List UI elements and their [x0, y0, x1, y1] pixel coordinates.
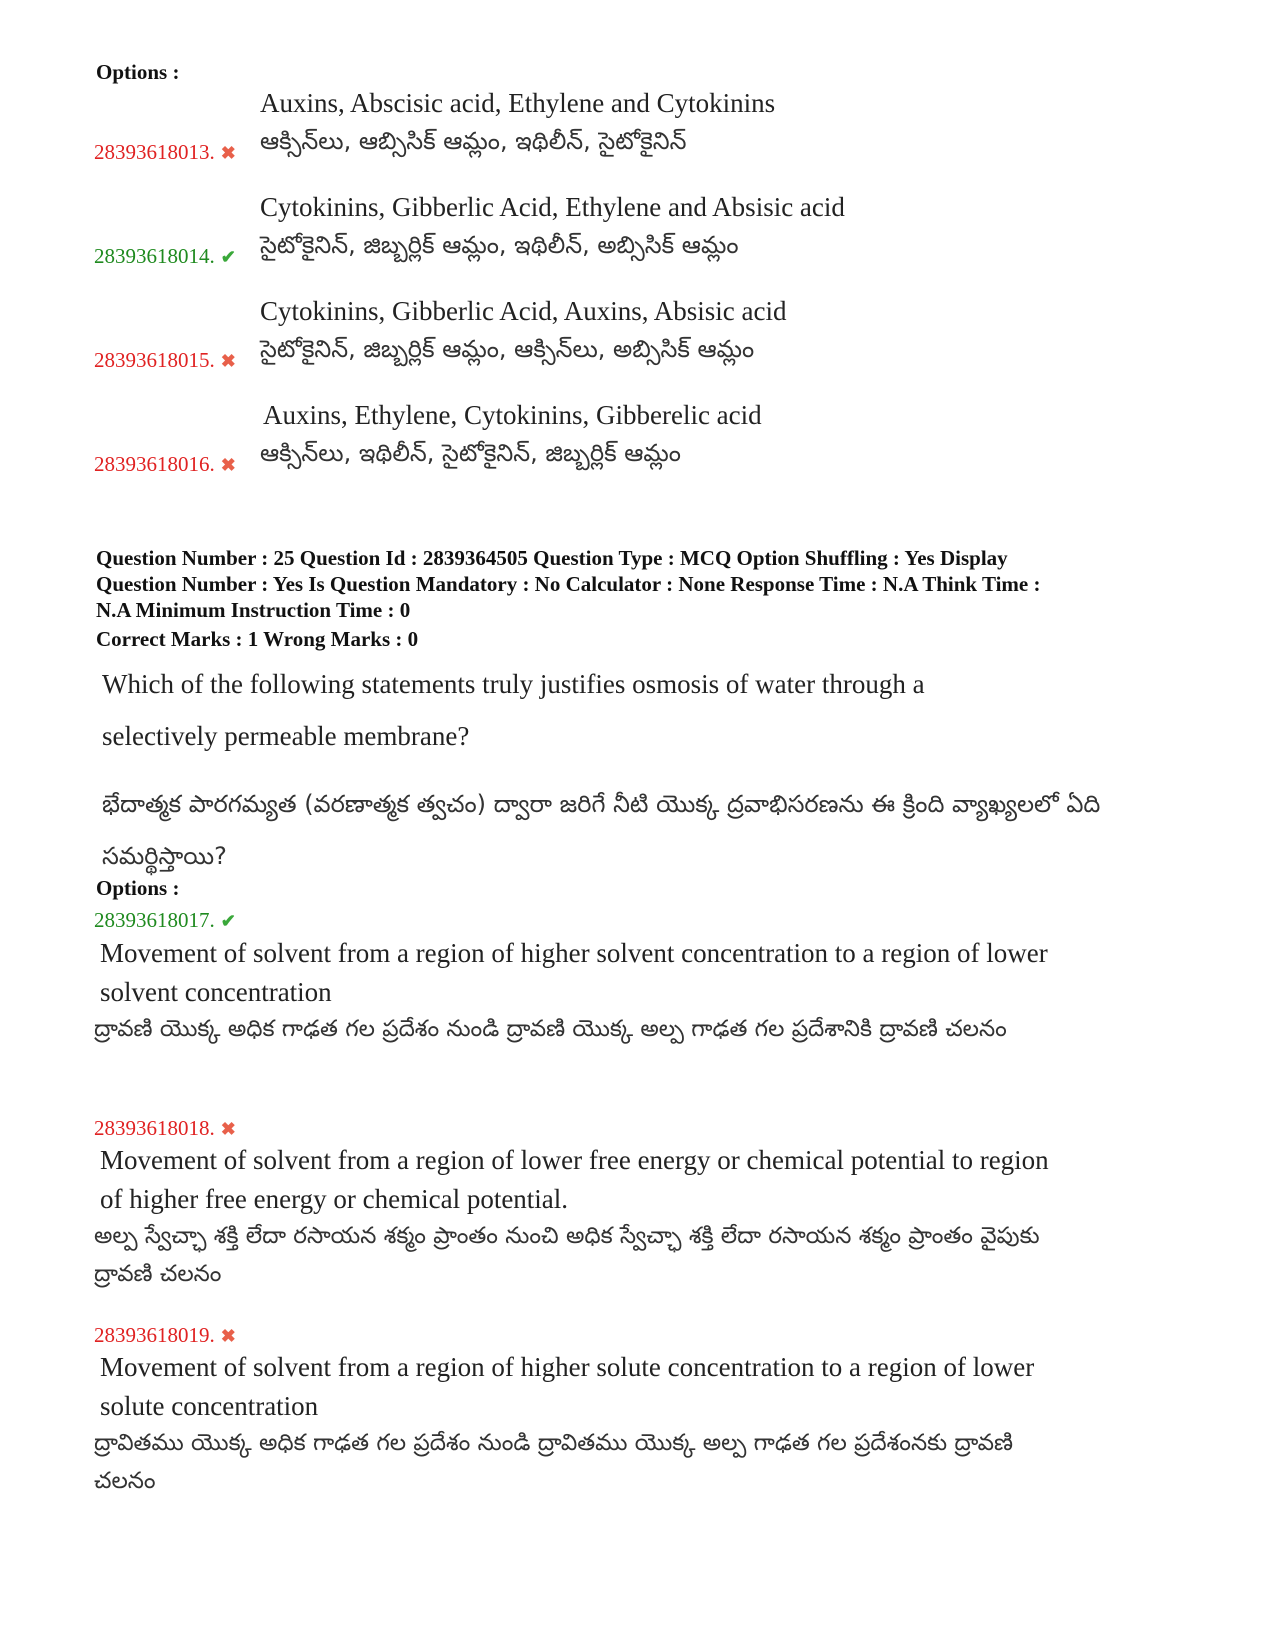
option-text-te: ద్రావణి యొక్క అధిక గాఢత గల ప్రదేశం నుండి ద్రావణి యొక్క అల్ప గాఢత గల ప్రదేశానికి ద్రావణి చలనం — [94, 1016, 1007, 1042]
question-meta-line: N.A Minimum Instruction Time : 0 — [96, 598, 411, 622]
option-text-te: ఆక్సిన్‌లు, ఇథిలీన్, సైటోకైనిన్, జిబ్బర్లిక్ ఆమ్లం — [260, 439, 681, 467]
option-id-text: 28393618013. — [94, 140, 215, 164]
option-id — [94, 1323, 236, 1348]
option-text-te: సైటోకైనిన్, జిబ్బర్లిక్ ఆమ్లం, ఆక్సిన్‌లు, అబ్సిసిక్ ఆమ్లం — [260, 335, 755, 363]
option-id — [94, 908, 236, 933]
option-id-text: 28393618014. — [94, 244, 215, 268]
option-id-text: 28393618015. — [94, 348, 215, 372]
options-label: Options : — [96, 60, 180, 84]
wrong-icon: ✖ — [220, 1326, 236, 1346]
option-text-te: ద్రావితము యొక్క అధిక గాఢత గల ప్రదేశం నుండి ద్రావితము యొక్క అల్ప గాఢత గల ప్రదేశంనకు ద్రావణి చలనం — [94, 1430, 1013, 1494]
question-meta-line: Question Number : 25 Question Id : 2839364505 Question Type : MCQ Option Shuffling : Yes Display — [96, 546, 1008, 570]
wrong-icon: ✖ — [220, 455, 236, 475]
question-text-en: Which of the following statements truly justifies osmosis of water through a selectively permeable membrane? — [102, 669, 925, 751]
wrong-icon: ✖ — [220, 351, 236, 371]
option-id-text: 28393618017. — [94, 908, 215, 932]
question-marks: Correct Marks : 1 Wrong Marks : 0 — [96, 627, 419, 651]
option-id — [94, 1116, 236, 1141]
option-id — [94, 348, 236, 373]
option-id — [94, 140, 236, 165]
option-text-te: ఆక్సిన్‌లు, ఆబ్సిసిక్ ఆమ్లం, ఇథిలీన్, సైటోకైనిన్ — [260, 127, 687, 155]
check-icon: ✔ — [220, 911, 236, 931]
option-text-en: Auxins, Abscisic acid, Ethylene and Cytokinins — [260, 88, 776, 118]
options-label: Options : — [96, 876, 180, 900]
option-text-te: అల్ప స్వేచ్ఛా శక్తి లేదా రసాయన శక్మం ప్రాంతం నుంచి అధిక స్వేచ్ఛా శక్తి లేదా రసాయన శక్మం ప్రాంతం వైపుకు ద్రావణి చలనం — [94, 1223, 1040, 1287]
option-id — [94, 244, 236, 269]
option-id-text: 28393618019. — [94, 1323, 215, 1347]
wrong-icon: ✖ — [220, 1119, 236, 1139]
option-id-text: 28393618016. — [94, 452, 215, 476]
wrong-icon: ✖ — [220, 143, 236, 163]
option-text-en: Cytokinins, Gibberlic Acid, Auxins, Absisic acid — [260, 296, 787, 326]
check-icon: ✔ — [220, 247, 236, 267]
option-id-text: 28393618018. — [94, 1116, 215, 1140]
option-text-te: సైటోకైనిన్, జిబ్బర్లిక్ ఆమ్లం, ఇథిలీన్, అబ్సిసిక్ ఆమ్లం — [260, 231, 739, 259]
option-text-en: Movement of solvent from a region of higher solvent concentration to a region of lower solvent concentration — [100, 938, 1048, 1007]
option-id — [94, 452, 236, 477]
option-text-en: Cytokinins, Gibberlic Acid, Ethylene and Absisic acid — [260, 192, 845, 222]
option-text-en: Movement of solvent from a region of higher solute concentration to a region of lower solute concentration — [100, 1352, 1035, 1421]
option-text-en: Auxins, Ethylene, Cytokinins, Gibberelic acid — [263, 400, 762, 430]
question-text-te: భేదాత్మక పారగమ్యత (వరణాత్మక త్వచం) ద్వారా జరిగే నీటి యొక్క ద్రవాభిసరణను ఈ క్రింది వ్యాఖ్యలలో ఏది సమర్థిస్తాయి? — [102, 790, 1101, 870]
question-meta-line: Question Number : Yes Is Question Mandatory : No Calculator : None Response Time : N.A Think Time : — [96, 572, 1041, 596]
option-text-en: Movement of solvent from a region of lower free energy or chemical potential to region of higher free energy or chemical potential. — [100, 1145, 1049, 1214]
